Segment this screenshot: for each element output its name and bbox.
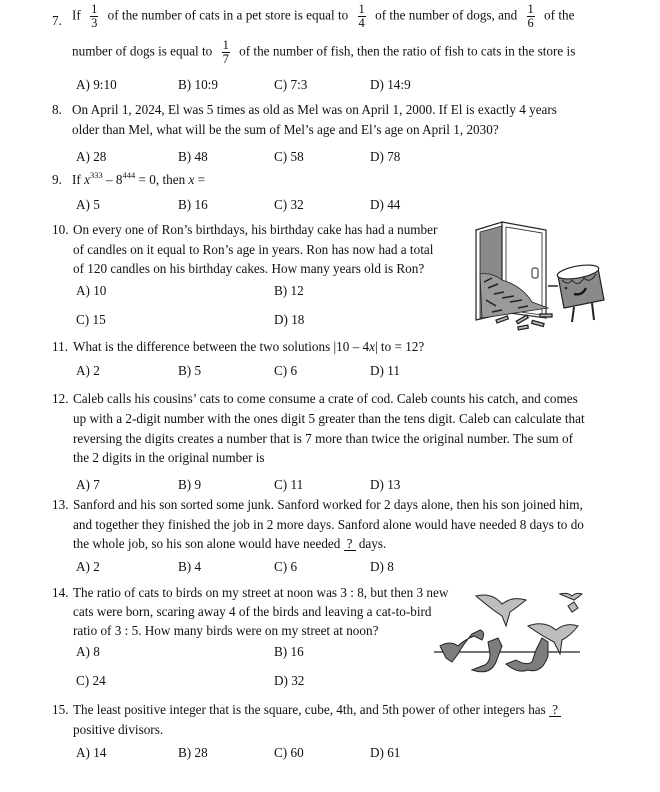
choice-b[interactable]: B) 5 <box>178 363 202 378</box>
choice-b[interactable]: B) 10:9 <box>178 77 218 92</box>
bird <box>560 593 582 612</box>
variable: x <box>84 172 90 187</box>
question-text-line <box>72 39 575 66</box>
question-text-line: The ratio of cats to birds on my street at noon was 3 : 8, but then 3 new <box>73 585 449 600</box>
choice-d[interactable]: D) 14:9 <box>370 77 411 92</box>
text: If <box>72 172 85 187</box>
numerator: 1 <box>527 2 534 16</box>
choice-c[interactable]: C) 7:3 <box>274 77 308 92</box>
question-text-line: the 2 digits in the original number is <box>73 450 265 465</box>
text: of the number of cats in a pet store is equal to <box>107 7 349 23</box>
numerator: 1 <box>222 38 229 52</box>
question-text-line: of candles on it equal to Ron’s age in years. Ron has now had a total <box>73 242 434 257</box>
question-number: 9. <box>52 172 62 187</box>
choice-d[interactable]: D) 18 <box>274 312 305 327</box>
denominator: 4 <box>358 16 365 30</box>
fraction <box>90 3 98 30</box>
bird <box>476 595 526 626</box>
scattered-candles <box>496 314 552 330</box>
text: If <box>72 7 81 23</box>
numerator: 1 <box>358 2 365 16</box>
question-text-line: and together they finished the job in 2 more days. Sanford alone would have needed 8 days to do <box>73 517 584 532</box>
choice-b[interactable]: B) 48 <box>178 149 208 164</box>
variable: x <box>188 172 195 187</box>
cat <box>440 630 484 662</box>
question-text-line <box>73 536 386 552</box>
denominator: 3 <box>91 16 98 30</box>
choice-a[interactable]: A) 7 <box>76 477 100 492</box>
question-text-line: On every one of Ron’s birthdays, his birthday cake has had a number <box>73 222 438 237</box>
choice-b[interactable]: B) 16 <box>274 644 304 659</box>
question-number: 15. <box>52 702 69 717</box>
choice-b[interactable]: B) 4 <box>178 559 202 574</box>
choice-c[interactable]: C) 24 <box>76 673 106 688</box>
choice-d[interactable]: D) 8 <box>370 559 394 574</box>
choice-a[interactable]: A) 14 <box>76 745 107 760</box>
question-text-line <box>73 339 424 355</box>
question-text-line: older than Mel, what will be the sum of Mel’s age and El’s age on April 1, 2030? <box>72 122 499 137</box>
question-number: 10. <box>52 222 69 237</box>
denominator: 7 <box>222 52 229 66</box>
choice-a[interactable]: A) 2 <box>76 559 100 574</box>
question-text-line: positive divisors. <box>73 722 164 737</box>
text: of the number of dogs, and <box>375 7 518 23</box>
cat <box>472 638 502 672</box>
choice-b[interactable]: B) 28 <box>178 745 208 760</box>
question-text-line <box>73 702 561 718</box>
fraction <box>222 39 230 66</box>
choice-a[interactable]: A) 9:10 <box>76 77 117 92</box>
question-number: 13. <box>52 497 69 512</box>
choice-a[interactable]: A) 8 <box>76 644 100 659</box>
question-text-line: of 120 candles on his birthday cakes. How many years old is Ron? <box>73 261 425 276</box>
choice-d[interactable]: D) 78 <box>370 149 401 164</box>
text: What is the difference between the two solutions |10 – 4 <box>73 339 370 354</box>
question-text-line: On April 1, 2024, El was 5 times as old as Mel was on April 1, 2000. If El is exactly 4 years <box>72 102 557 117</box>
exponent: 444 <box>122 170 136 180</box>
choice-d[interactable]: D) 32 <box>274 673 305 688</box>
question-number: 7. <box>52 13 62 28</box>
question-number: 12. <box>52 391 69 406</box>
text: of the number of fish, then the ratio of fish to cats in the store is <box>239 43 576 59</box>
question-text-line: cats were born, scaring away 4 of the birds and leaving a cat-to-bird <box>73 604 432 619</box>
variable: x <box>369 339 375 354</box>
answer-blank: ? <box>344 537 356 551</box>
question-text-line <box>72 172 205 188</box>
fraction <box>358 3 366 30</box>
fraction <box>527 3 535 30</box>
numerator: 1 <box>91 2 98 16</box>
choice-a[interactable]: A) 10 <box>76 283 107 298</box>
question-number: 14. <box>52 585 69 600</box>
text: | to = 12? <box>374 339 425 354</box>
question-text-line: reversing the digits creates a number that is 7 more than twice the original number. The sum of <box>73 431 574 446</box>
cake-character <box>548 262 604 322</box>
choice-c[interactable]: C) 15 <box>76 312 106 327</box>
text: = 0, then <box>135 172 189 187</box>
text: – 8 <box>102 172 123 187</box>
question-text-line: Sanford and his son sorted some junk. Sanford worked for 2 days alone, then his son joined him, <box>73 497 583 512</box>
question-text-line: up with a 2-digit number with the ones digit 5 greater than the tens digit. Caleb can calculate that <box>73 411 585 426</box>
cats-birds-illustration <box>432 582 612 682</box>
choice-d[interactable]: D) 44 <box>370 197 401 212</box>
choice-c[interactable]: C) 6 <box>274 363 298 378</box>
question-text-line: Caleb calls his cousins’ cats to come consume a crate of cod. Caleb counts his catch, and comes <box>73 391 578 406</box>
choice-c[interactable]: C) 32 <box>274 197 304 212</box>
choice-b[interactable]: B) 16 <box>178 197 208 212</box>
choice-c[interactable]: C) 58 <box>274 149 304 164</box>
choice-a[interactable]: A) 2 <box>76 363 100 378</box>
choice-d[interactable]: D) 11 <box>370 363 400 378</box>
choice-c[interactable]: C) 60 <box>274 745 304 760</box>
text: days. <box>358 536 387 551</box>
door-handle <box>532 268 538 278</box>
bird <box>528 624 578 654</box>
choice-c[interactable]: C) 11 <box>274 477 304 492</box>
denominator: 6 <box>527 16 534 30</box>
choice-b[interactable]: B) 9 <box>178 477 202 492</box>
choice-d[interactable]: D) 61 <box>370 745 401 760</box>
text: = <box>194 172 206 187</box>
question-text-line: ratio of 3 : 5. How many birds were on my street at noon? <box>73 623 379 638</box>
cake-door-illustration <box>462 214 612 334</box>
cat <box>506 638 548 671</box>
answer-blank: ? <box>549 703 561 717</box>
question-number: 8. <box>52 102 62 117</box>
text: of the <box>544 7 575 23</box>
choice-a[interactable]: A) 28 <box>76 149 107 164</box>
exponent: 333 <box>89 170 103 180</box>
question-text-line <box>72 3 574 30</box>
choice-a[interactable]: A) 5 <box>76 197 100 212</box>
question-number: 11. <box>52 339 68 354</box>
text: The least positive integer that is the square, cube, 4th, and 5th power of other integers has <box>73 702 546 717</box>
choice-c[interactable]: C) 6 <box>274 559 298 574</box>
text: the whole job, so his son alone would have needed <box>73 536 341 551</box>
text: number of dogs is equal to <box>72 43 213 59</box>
choice-d[interactable]: D) 13 <box>370 477 401 492</box>
choice-b[interactable]: B) 12 <box>274 283 304 298</box>
